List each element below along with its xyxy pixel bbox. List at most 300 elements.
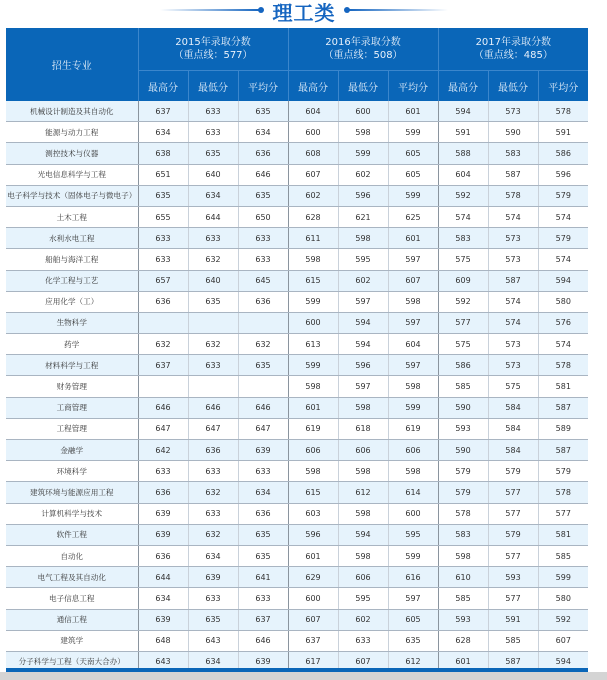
score-cell: 574: [488, 206, 538, 227]
score-cell: 598: [338, 122, 388, 143]
score-cell: 639: [188, 567, 238, 588]
score-cell: 601: [288, 397, 338, 418]
score-cell: [238, 312, 288, 333]
score-cell: 592: [438, 291, 488, 312]
score-cell: 640: [188, 270, 238, 291]
score-cell: 597: [388, 355, 438, 376]
score-cell: 632: [188, 249, 238, 270]
sub-header-max: 最高分: [138, 71, 188, 102]
table-row: [6, 503, 588, 524]
major-name: 生物科学: [6, 312, 138, 333]
score-cell: 633: [338, 630, 388, 651]
table-row: [6, 376, 588, 397]
score-cell: 646: [238, 397, 288, 418]
score-cell: 633: [188, 101, 238, 122]
table-row: [6, 249, 588, 270]
score-cell: 595: [388, 524, 438, 545]
sub-header-avg: 平均分: [388, 71, 438, 102]
score-cell: 643: [138, 651, 188, 672]
score-cell: 646: [138, 397, 188, 418]
score-cell: 584: [488, 397, 538, 418]
sub-header-max: 最高分: [438, 71, 488, 102]
major-name: 通信工程: [6, 609, 138, 630]
major-name: 工程管理: [6, 418, 138, 439]
score-cell: 628: [438, 630, 488, 651]
score-cell: 591: [488, 609, 538, 630]
score-cell: 585: [538, 545, 588, 566]
table-row: [6, 418, 588, 439]
major-name: 能源与动力工程: [6, 122, 138, 143]
score-cell: 657: [138, 270, 188, 291]
score-cell: [238, 376, 288, 397]
score-cell: 580: [538, 291, 588, 312]
score-cell: 634: [138, 588, 188, 609]
score-cell: 633: [188, 355, 238, 376]
score-cell: 618: [338, 418, 388, 439]
score-cell: 593: [488, 567, 538, 588]
score-cell: 647: [188, 418, 238, 439]
score-cell: 587: [488, 164, 538, 185]
score-cell: 632: [138, 334, 188, 355]
score-cell: 593: [438, 418, 488, 439]
score-cell: 635: [388, 630, 438, 651]
table-row: [6, 334, 588, 355]
score-cell: 642: [138, 440, 188, 461]
major-name: 财务管理: [6, 376, 138, 397]
score-cell: 574: [488, 291, 538, 312]
table-row: [6, 143, 588, 164]
score-cell: 639: [238, 440, 288, 461]
score-cell: 577: [438, 312, 488, 333]
score-cell: 625: [388, 206, 438, 227]
score-cell: 596: [288, 524, 338, 545]
score-cell: 646: [238, 164, 288, 185]
score-cell: 633: [188, 588, 238, 609]
score-cell: 583: [488, 143, 538, 164]
table-row: [6, 545, 588, 566]
score-cell: [138, 312, 188, 333]
score-cell: 575: [438, 249, 488, 270]
score-cell: 583: [438, 524, 488, 545]
table-row: [6, 524, 588, 545]
major-name: 自动化: [6, 545, 138, 566]
score-cell: 636: [238, 143, 288, 164]
score-cell: 573: [488, 355, 538, 376]
major-name: 土木工程: [6, 206, 138, 227]
score-cell: 601: [438, 651, 488, 672]
score-cell: 585: [438, 588, 488, 609]
score-cell: 574: [538, 249, 588, 270]
major-name: 船舶与海洋工程: [6, 249, 138, 270]
score-cell: 578: [438, 503, 488, 524]
score-cell: 591: [438, 122, 488, 143]
table-row: [6, 312, 588, 333]
score-cell: [188, 376, 238, 397]
score-cell: 598: [388, 291, 438, 312]
score-cell: 608: [288, 143, 338, 164]
score-cell: 598: [338, 545, 388, 566]
score-cell: 577: [488, 503, 538, 524]
score-cell: 598: [288, 376, 338, 397]
score-cell: 611: [288, 228, 338, 249]
score-cell: 635: [188, 143, 238, 164]
score-cell: 607: [288, 164, 338, 185]
page-bottom-margin: [0, 672, 607, 680]
score-cell: 601: [388, 228, 438, 249]
score-cell: 600: [288, 312, 338, 333]
score-cell: 655: [138, 206, 188, 227]
major-name: 分子科学与工程（天南大合办）: [6, 651, 138, 672]
score-cell: 607: [388, 270, 438, 291]
table-row: [6, 164, 588, 185]
year-label: 2017年录取分数: [475, 37, 552, 48]
score-cell: 584: [488, 418, 538, 439]
score-cell: 635: [238, 524, 288, 545]
score-cell: [188, 312, 238, 333]
score-cell: 607: [338, 651, 388, 672]
score-cell: 598: [288, 249, 338, 270]
score-cell: 579: [438, 461, 488, 482]
score-cell: 590: [488, 122, 538, 143]
score-cell: 573: [488, 228, 538, 249]
score-cell: 613: [288, 334, 338, 355]
score-cell: [138, 376, 188, 397]
score-cell: 592: [438, 185, 488, 206]
score-cell: 597: [388, 312, 438, 333]
table-row: [6, 101, 588, 122]
sub-header-min: 最低分: [488, 71, 538, 102]
score-cell: 633: [238, 461, 288, 482]
table-row: [6, 122, 588, 143]
score-cell: 597: [388, 249, 438, 270]
score-cell: 598: [438, 545, 488, 566]
score-cell: 633: [188, 228, 238, 249]
score-cell: 590: [438, 440, 488, 461]
score-cell: 585: [488, 630, 538, 651]
score-cell: 619: [288, 418, 338, 439]
table-row: [6, 567, 588, 588]
score-cell: 633: [238, 588, 288, 609]
score-cell: 635: [238, 545, 288, 566]
score-cell: 633: [138, 249, 188, 270]
score-cell: 633: [188, 122, 238, 143]
score-cell: 610: [438, 567, 488, 588]
score-cell: 647: [138, 418, 188, 439]
major-column-header: 招生专业: [6, 28, 138, 101]
score-cell: 598: [388, 376, 438, 397]
table-row: [6, 588, 588, 609]
score-cell: 586: [538, 143, 588, 164]
score-cell: 643: [188, 630, 238, 651]
cutoff-label: （重点线：577）: [173, 50, 253, 61]
score-cell: 602: [288, 185, 338, 206]
score-cell: 587: [488, 270, 538, 291]
score-cell: 650: [238, 206, 288, 227]
table-row: [6, 206, 588, 227]
score-cell: 606: [338, 567, 388, 588]
score-cell: 604: [288, 101, 338, 122]
score-cell: 632: [188, 334, 238, 355]
major-name: 材料科学与工程: [6, 355, 138, 376]
score-cell: 645: [238, 270, 288, 291]
sub-header-max: 最高分: [288, 71, 338, 102]
score-cell: 602: [338, 609, 388, 630]
major-name: 测控技术与仪器: [6, 143, 138, 164]
score-cell: 619: [388, 418, 438, 439]
score-cell: 596: [538, 164, 588, 185]
table-row: [6, 291, 588, 312]
sub-header-avg: 平均分: [538, 71, 588, 102]
major-name: 环境科学: [6, 461, 138, 482]
score-cell: 634: [138, 122, 188, 143]
score-cell: 605: [388, 143, 438, 164]
score-cell: 634: [188, 545, 238, 566]
score-cell: 596: [338, 355, 388, 376]
major-name: 建筑学: [6, 630, 138, 651]
score-cell: 605: [388, 164, 438, 185]
year-header-2015: [138, 28, 288, 71]
major-name: 机械设计制造及其自动化: [6, 101, 138, 122]
score-cell: 598: [338, 461, 388, 482]
score-cell: 577: [488, 588, 538, 609]
cutoff-label: （重点线：508）: [323, 50, 403, 61]
score-cell: 583: [438, 228, 488, 249]
table-row: [6, 270, 588, 291]
score-cell: 633: [238, 249, 288, 270]
score-cell: 637: [138, 355, 188, 376]
score-cell: 632: [188, 524, 238, 545]
score-cell: 598: [388, 461, 438, 482]
score-cell: 646: [188, 397, 238, 418]
score-cell: 641: [238, 567, 288, 588]
score-cell: 616: [388, 567, 438, 588]
score-cell: 633: [238, 228, 288, 249]
score-cell: 594: [338, 524, 388, 545]
score-cell: 599: [288, 355, 338, 376]
score-cell: 591: [538, 122, 588, 143]
score-cell: 607: [288, 609, 338, 630]
score-cell: 592: [538, 609, 588, 630]
score-cell: 637: [288, 630, 338, 651]
score-cell: 574: [438, 206, 488, 227]
score-cell: 589: [538, 418, 588, 439]
score-cell: 639: [238, 651, 288, 672]
major-name: 电子信息工程: [6, 588, 138, 609]
title-decor-line-right: [348, 9, 448, 11]
score-cell: 599: [388, 122, 438, 143]
admission-score-table: [6, 28, 588, 673]
table-row: [6, 397, 588, 418]
score-cell: 586: [438, 355, 488, 376]
score-cell: 635: [188, 291, 238, 312]
score-cell: 590: [438, 397, 488, 418]
score-cell: 634: [238, 482, 288, 503]
table-row: [6, 440, 588, 461]
year-label: 2015年录取分数: [175, 37, 251, 48]
table-row: [6, 461, 588, 482]
score-cell: 615: [288, 482, 338, 503]
score-cell: 606: [338, 440, 388, 461]
year-label: 2016年录取分数: [325, 37, 401, 48]
major-name: 计算机科学与技术: [6, 503, 138, 524]
score-cell: 575: [488, 376, 538, 397]
score-cell: 598: [338, 228, 388, 249]
score-cell: 599: [388, 185, 438, 206]
section-title: 理工类: [272, 1, 336, 25]
score-cell: 600: [288, 588, 338, 609]
score-cell: 594: [538, 651, 588, 672]
score-cell: 635: [188, 609, 238, 630]
score-cell: 600: [288, 122, 338, 143]
score-cell: 574: [538, 206, 588, 227]
table-row: [6, 630, 588, 651]
score-cell: 594: [438, 101, 488, 122]
score-cell: 577: [488, 545, 538, 566]
score-cell: 600: [388, 503, 438, 524]
score-cell: 579: [488, 524, 538, 545]
score-cell: 580: [538, 588, 588, 609]
score-cell: 585: [438, 376, 488, 397]
score-cell: 595: [338, 249, 388, 270]
score-cell: 636: [238, 503, 288, 524]
score-cell: 584: [488, 440, 538, 461]
score-cell: 617: [288, 651, 338, 672]
score-cell: 574: [538, 334, 588, 355]
score-cell: 594: [538, 270, 588, 291]
score-cell: 621: [338, 206, 388, 227]
score-cell: 579: [438, 482, 488, 503]
score-cell: 579: [538, 461, 588, 482]
table-body: [6, 101, 588, 673]
score-cell: 578: [538, 101, 588, 122]
score-cell: 615: [288, 270, 338, 291]
score-cell: 599: [538, 567, 588, 588]
table-row: [6, 185, 588, 206]
major-name: 光电信息科学与工程: [6, 164, 138, 185]
score-cell: 636: [138, 482, 188, 503]
score-cell: 614: [388, 482, 438, 503]
section-title-bar: [0, 0, 607, 26]
score-cell: 636: [138, 545, 188, 566]
score-cell: 639: [138, 503, 188, 524]
score-cell: 596: [338, 185, 388, 206]
score-cell: 651: [138, 164, 188, 185]
score-cell: 603: [288, 503, 338, 524]
score-cell: 598: [338, 503, 388, 524]
major-name: 药学: [6, 334, 138, 355]
year-header-2017: [438, 28, 588, 71]
score-cell: 602: [338, 270, 388, 291]
score-cell: 634: [188, 185, 238, 206]
score-cell: 637: [138, 101, 188, 122]
score-cell: 599: [388, 545, 438, 566]
score-cell: 606: [288, 440, 338, 461]
score-cell: 648: [138, 630, 188, 651]
score-cell: 587: [538, 397, 588, 418]
score-cell: 635: [238, 101, 288, 122]
score-cell: 573: [488, 334, 538, 355]
title-decor-line-left: [160, 9, 260, 11]
score-cell: 579: [488, 461, 538, 482]
score-cell: 600: [338, 101, 388, 122]
score-cell: 628: [288, 206, 338, 227]
score-cell: 632: [238, 334, 288, 355]
score-cell: 595: [338, 588, 388, 609]
score-cell: 604: [438, 164, 488, 185]
score-cell: 593: [438, 609, 488, 630]
score-cell: 597: [388, 588, 438, 609]
score-cell: 632: [188, 482, 238, 503]
score-cell: 636: [238, 291, 288, 312]
score-cell: 578: [538, 355, 588, 376]
major-name: 建筑环境与能源应用工程: [6, 482, 138, 503]
score-cell: 601: [288, 545, 338, 566]
score-cell: 579: [538, 228, 588, 249]
major-name: 电气工程及其自动化: [6, 567, 138, 588]
year-header-2016: [288, 28, 438, 71]
score-cell: 636: [138, 291, 188, 312]
score-cell: 640: [188, 164, 238, 185]
score-cell: 647: [238, 418, 288, 439]
score-cell: 605: [388, 609, 438, 630]
score-cell: 635: [238, 355, 288, 376]
score-cell: 638: [138, 143, 188, 164]
score-cell: 573: [488, 101, 538, 122]
score-cell: 581: [538, 524, 588, 545]
score-cell: 629: [288, 567, 338, 588]
score-cell: 599: [338, 143, 388, 164]
sub-header-avg: 平均分: [238, 71, 288, 102]
sub-header-min: 最低分: [338, 71, 388, 102]
score-cell: 587: [538, 440, 588, 461]
score-cell: 639: [138, 524, 188, 545]
score-cell: 574: [488, 312, 538, 333]
score-cell: 602: [338, 164, 388, 185]
major-name: 工商管理: [6, 397, 138, 418]
major-name: 电子科学与技术（固体电子与微电子）: [6, 185, 138, 206]
score-cell: 597: [338, 291, 388, 312]
score-cell: 609: [438, 270, 488, 291]
table-row: [6, 355, 588, 376]
score-cell: 633: [138, 461, 188, 482]
score-cell: 635: [238, 185, 288, 206]
score-cell: 599: [288, 291, 338, 312]
score-cell: 581: [538, 376, 588, 397]
score-cell: 644: [188, 206, 238, 227]
score-cell: 575: [438, 334, 488, 355]
score-cell: 578: [538, 482, 588, 503]
sub-header-min: 最低分: [188, 71, 238, 102]
major-name: 应用化学（工）: [6, 291, 138, 312]
score-cell: 637: [238, 609, 288, 630]
year-header-row: [6, 28, 588, 71]
major-name: 软件工程: [6, 524, 138, 545]
table-row: [6, 228, 588, 249]
score-cell: 579: [538, 185, 588, 206]
score-cell: 634: [188, 651, 238, 672]
score-cell: 599: [388, 397, 438, 418]
score-cell: 607: [538, 630, 588, 651]
score-cell: 646: [238, 630, 288, 651]
score-cell: 594: [338, 334, 388, 355]
major-name: 水利水电工程: [6, 228, 138, 249]
score-cell: 588: [438, 143, 488, 164]
score-cell: 577: [488, 482, 538, 503]
score-cell: 594: [338, 312, 388, 333]
cutoff-label: （重点线：485）: [473, 50, 553, 61]
score-cell: 576: [538, 312, 588, 333]
table-row: [6, 482, 588, 503]
